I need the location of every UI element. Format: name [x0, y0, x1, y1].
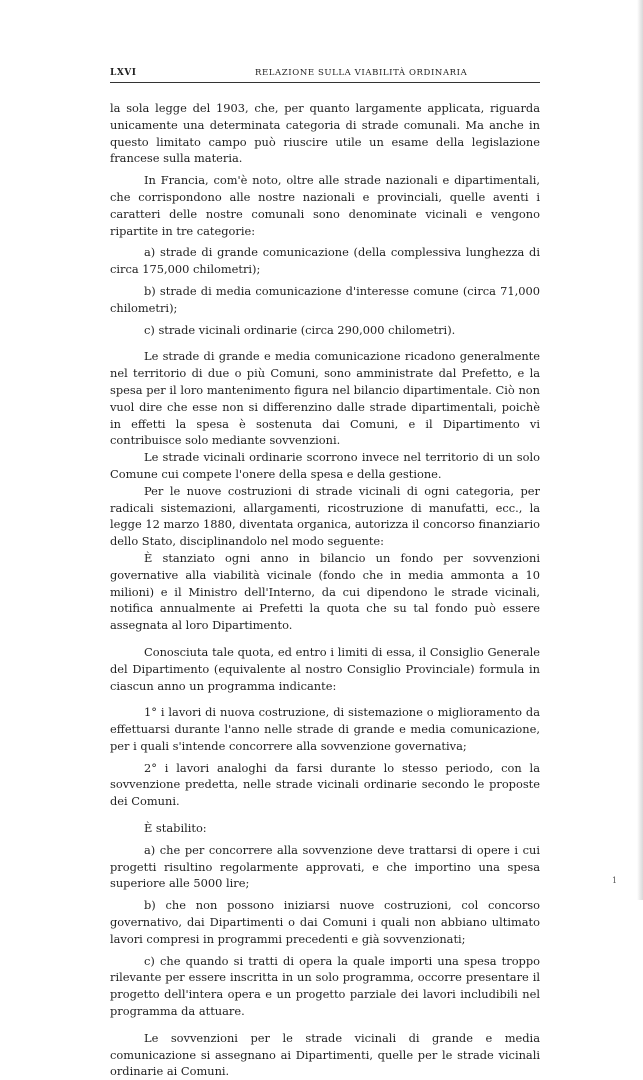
- condition-item-b: b) che non possono iniziarsi nuove costruzioni, col concorso governativo, dai Dipartimenti o dai Comuni i quali non abbiano ultimato lavori compresi in programmi precedenti e già sovvenzionati;: [110, 898, 540, 946]
- running-head: RELAZIONE SULLA VIABILITÀ ORDINARIA: [255, 68, 468, 78]
- paragraph: In Francia, com'è noto, oltre alle strade nazionali e dipartimentali, che corrispondono alle nostre nazionali e provinciali, quelle aventi i caratteri delle nostre comunali sono denominate vicinali e vengono ripartite in tre categorie:: [110, 173, 540, 238]
- paragraph: Le strade vicinali ordinarie scorrono invece nel territorio di un solo Comune cui compete l'onere della spesa e della gestione.: [110, 450, 540, 481]
- numbered-item-1: 1° i lavori di nuova costruzione, di sistemazione o miglioramento da effettuarsi durante l'anno nelle strade di grande e media comunicazione, per i quali s'intende concorrere alla sovvenzione governativa;: [110, 705, 540, 753]
- paragraph: Le strade di grande e media comunicazione ricadono generalmente nel territorio di due o più Comuni, sono amministrate dal Prefetto, e la spesa per il loro mantenimento figura nel bilancio dipartimentale. Ciò non vuol dire che esse non si differenzino dalle strade dipartimentali, poichè in effetti la spesa è sostenuta dai Comuni, e il Dipartimento vi contribuisce solo mediante sovvenzioni.: [110, 349, 540, 448]
- body-text: [110, 100, 540, 1080]
- numbered-item-2: 2° i lavori analoghi da farsi durante lo stesso periodo, con la sovvenzione predetta, nelle strade vicinali ordinarie secondo le proposte dei Comuni.: [110, 760, 540, 809]
- paragraph: Conosciuta tale quota, ed entro i limiti di essa, il Consiglio Generale del Dipartimento (equivalente al nostro Consiglio Provinciale) formula in ciascun anno un programma indicante:: [110, 644, 540, 693]
- list-item-a: a) strade di grande comunicazione (della complessiva lunghezza di circa 175,000 chilometri);: [110, 245, 540, 277]
- condition-item-a: a) che per concorrere alla sovvenzione deve trattarsi di opere i cui progetti risultino regolarmente approvati, e che importino una spesa superiore alle 5000 lire;: [110, 842, 540, 891]
- condition-item-c: c) che quando si tratti di opera la quale importi una spesa troppo rilevante per essere inscritta in un solo programma, occorre presentare il progetto dell'intera opera e un progetto parziale dei lavori includibili nel programma da attuare.: [110, 953, 540, 1019]
- corner-mark: 1: [612, 876, 618, 885]
- paragraph: Per le nuove costruzioni di strade vicinali di ogni categoria, per radicali sistemazioni, allargamenti, ricostruzione di manufatti, ecc., la legge 12 marzo 1880, diventata organica, autorizza il concorso finanziario dello Stato, disciplinandolo nel modo seguente:: [110, 483, 540, 549]
- paragraph: la sola legge del 1903, che, per quanto largamente applicata, riguarda unicamente una determinata categoria di strade comunali. Ma anche in questo limitato campo può riuscire utile un esame della legislazione francese sulla materia.: [110, 101, 540, 166]
- paragraph: Le sovvenzioni per le strade vicinali di grande e media comunicazione si assegnano ai Dipartimenti, quelle per le strade vicinali ordinarie ai Comuni.: [110, 1030, 540, 1079]
- page-header: [110, 64, 540, 83]
- page-edge-shadow: [637, 0, 643, 900]
- paragraph: È stanziato ogni anno in bilancio un fondo per sovvenzioni governative alla viabilità vicinale (fondo che in media ammonta a 10 milioni) e il Ministro dell'Interno, da cui dipendono le strade vicinali, notifica annualmente ai Prefetti la quota che su tal fondo può essere assegnata al loro Dipartimento.: [110, 550, 540, 633]
- page-number: LXVI: [110, 68, 137, 78]
- list-item-b: b) strade di media comunicazione d'interesse comune (circa 71,000 chilometri);: [110, 283, 540, 315]
- list-item-c: c) strade vicinali ordinarie (circa 290,000 chilometri).: [144, 322, 456, 337]
- paragraph: È stabilito:: [144, 821, 207, 836]
